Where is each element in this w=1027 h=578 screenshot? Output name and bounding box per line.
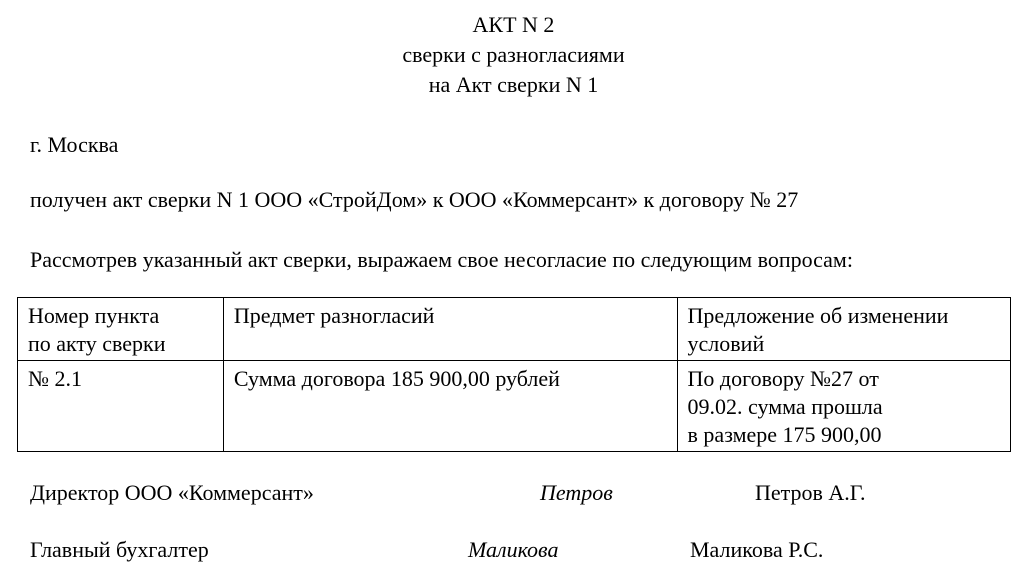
signature-row-director — [0, 480, 1027, 510]
cell-proposal-line-1: По договору №27 от — [687, 366, 879, 391]
header-item-number-line-2: по акту сверки — [28, 331, 166, 356]
disagreements-table — [17, 297, 1011, 452]
header-proposal — [677, 298, 1010, 361]
header-proposal-line-2: условий — [687, 331, 765, 356]
intro-statement: Рассмотрев указанный акт сверки, выражаем свое несогласие по следующим вопросам: — [30, 247, 853, 272]
signature-row-accountant — [0, 537, 1027, 567]
header-proposal-line-1: Предложение об изменении — [687, 303, 949, 328]
table-row — [18, 361, 1011, 452]
header-subject — [223, 298, 677, 361]
director-position: Директор ООО «Коммерсант» — [30, 480, 314, 505]
cell-subject — [223, 361, 677, 452]
cell-proposal-line-3: в размере 175 900,00 — [687, 422, 882, 447]
cell-proposal-line-2: 09.02. сумма прошла — [687, 394, 883, 419]
accountant-position: Главный бухгалтер — [30, 537, 209, 562]
table-header-row — [18, 298, 1011, 361]
received-act-line: получен акт сверки N 1 ООО «СтройДом» к ООО «Коммерсант» к договору № 27 — [30, 187, 799, 212]
header-item-number-line-1: Номер пункта — [28, 303, 160, 328]
cell-item-number-line-1: № 2.1 — [28, 366, 82, 391]
document-title: АКТ N 2 — [472, 12, 555, 37]
director-name: Петров А.Г. — [755, 480, 866, 505]
header-item-number — [18, 298, 224, 361]
cell-proposal — [677, 361, 1010, 452]
cell-item-number — [18, 361, 224, 452]
cell-subject-line-1: Сумма договора 185 900,00 рублей — [233, 366, 560, 391]
accountant-signature: Маликова — [468, 537, 559, 562]
document-subtitle: сверки с разногласиями — [402, 42, 625, 67]
document-subtitle-reference: на Акт сверки N 1 — [428, 72, 599, 97]
document-header — [0, 10, 1027, 100]
city-line: г. Москва — [30, 132, 119, 157]
header-subject-line-1: Предмет разногласий — [233, 303, 435, 328]
accountant-name: Маликова Р.С. — [690, 537, 824, 562]
director-signature: Петров — [540, 480, 613, 505]
